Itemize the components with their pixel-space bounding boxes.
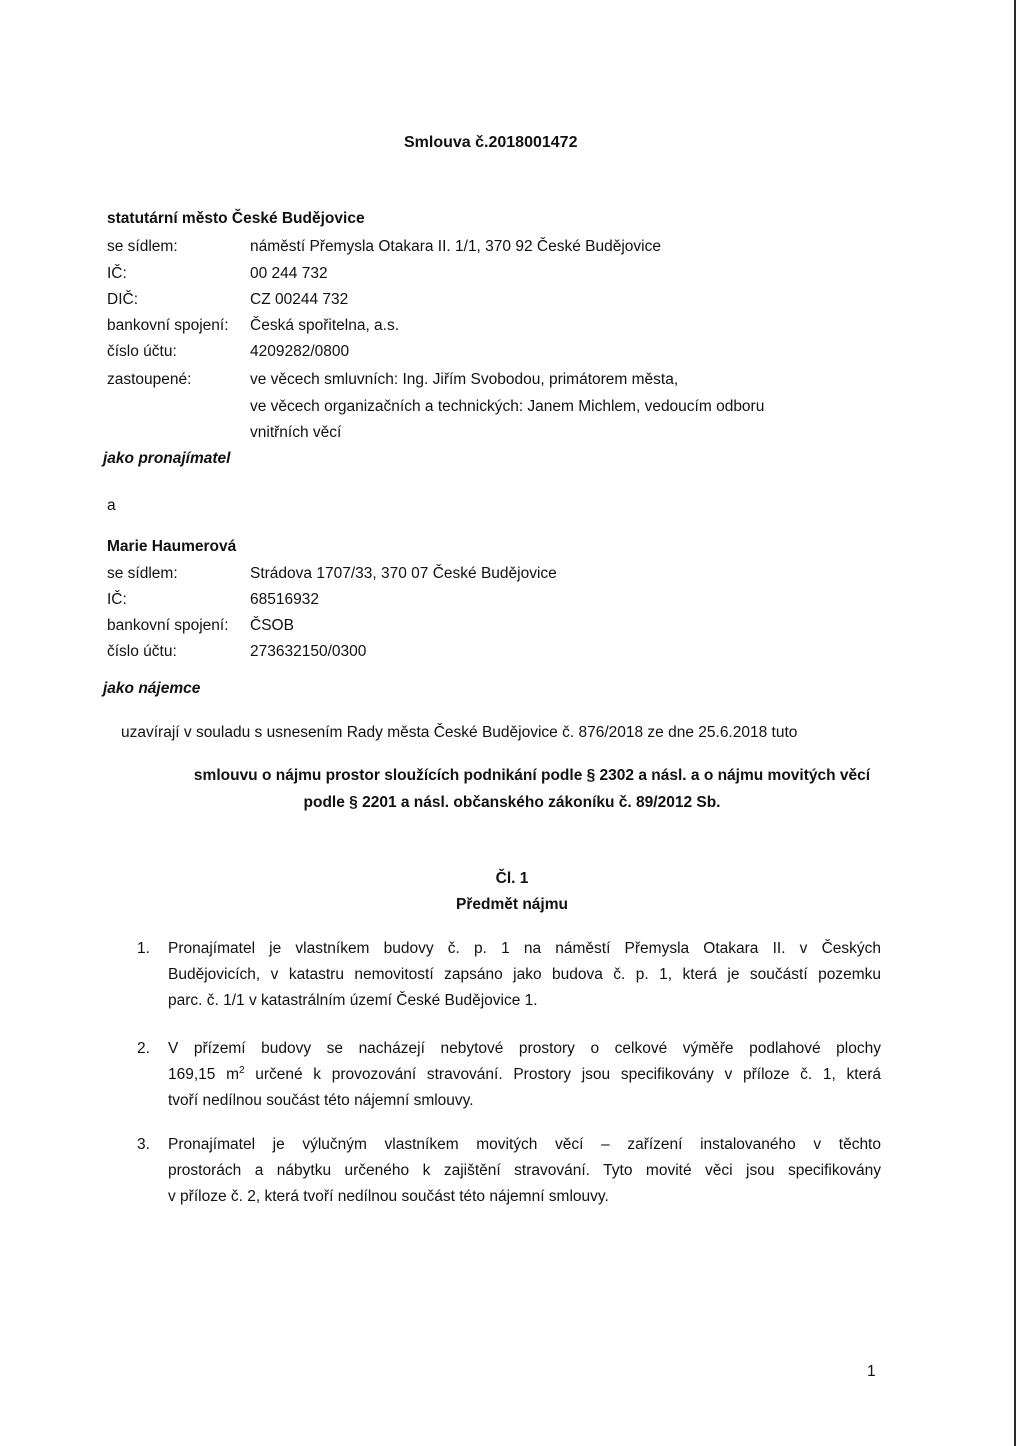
paragraph-line: parc. č. 1/1 v katastrálním území České Budějovice 1.	[168, 992, 538, 1009]
paragraph-number: 3.	[137, 1136, 150, 1153]
paragraph-line: prostorách a nábytku určeného k zajištění stravování. Tyto movité věci jsou specifikovány	[168, 1162, 881, 1179]
landlord-dic-label: DIČ:	[107, 291, 138, 308]
landlord-dic-value: CZ 00244 732	[250, 291, 349, 308]
tenant-bank-value: ČSOB	[250, 617, 294, 634]
tenant-role: jako nájemce	[103, 680, 201, 697]
area-unit-superscript: 2	[239, 1064, 245, 1076]
paragraph-3	[137, 1132, 881, 1212]
landlord-represented-label: zastoupené:	[107, 371, 192, 388]
landlord-ic-value: 00 244 732	[250, 265, 328, 282]
scan-edge-line	[1014, 0, 1016, 1446]
contract-title: Smlouva č.2018001472	[404, 134, 578, 151]
paragraph-line-rest: určené k provozování stravování. Prostory jsou specifikovány v příloze č. 1, která	[244, 1066, 881, 1083]
paragraph-line: v příloze č. 2, která tvoří nedílnou součást této nájemní smlouvy.	[168, 1188, 609, 1205]
tenant-account-label: číslo účtu:	[107, 643, 177, 660]
landlord-bank-value: Česká spořitelna, a.s.	[250, 317, 400, 334]
paragraph-1	[137, 936, 881, 1016]
landlord-represented-value: ve věcech smluvních: Ing. Jiřím Svobodou, primátorem města,	[250, 371, 679, 388]
conjunction-and: a	[107, 497, 116, 514]
paragraph-number: 1.	[137, 940, 150, 957]
landlord-account-value: 4209282/0800	[250, 343, 350, 360]
article-number: Čl. 1	[495, 870, 529, 887]
paragraph-line: Pronajímatel je vlastníkem budovy č. p. 1 na náměstí Přemysla Otakara II. v Českých	[168, 940, 881, 957]
paragraph-2	[137, 1036, 881, 1116]
tenant-ic-value: 68516932	[250, 591, 319, 608]
landlord-represented-extra-1: ve věcech organizačních a technických: Janem Michlem, vedoucím odboru	[250, 398, 765, 415]
tenant-bank-label: bankovní spojení:	[107, 617, 229, 634]
landlord-name: statutární město České Budějovice	[107, 210, 365, 227]
landlord-represented-extra-2: vnitřních věcí	[250, 424, 342, 441]
landlord-ic-label: IČ:	[107, 265, 127, 282]
paragraph-line: V přízemí budovy se nacházejí nebytové prostory o celkové výměře podlahové plochy	[168, 1040, 881, 1057]
landlord-seat-label: se sídlem:	[107, 238, 178, 255]
tenant-seat-value: Strádova 1707/33, 370 07 České Budějovice	[250, 565, 557, 582]
paragraph-body	[168, 936, 881, 1014]
tenant-account-value: 273632150/0300	[250, 643, 367, 660]
landlord-account-label: číslo účtu:	[107, 343, 177, 360]
page-number: 1	[867, 1363, 876, 1380]
paragraph-body	[168, 1132, 881, 1210]
paragraph-line	[168, 1062, 881, 1088]
landlord-role: jako pronajímatel	[103, 450, 231, 467]
article-heading: Předmět nájmu	[456, 896, 568, 913]
paragraph-line: Budějovicích, v katastru nemovitostí zapsáno jako budova č. p. 1, která je součástí pozemku	[168, 966, 881, 983]
landlord-bank-label: bankovní spojení:	[107, 317, 229, 334]
tenant-name: Marie Haumerová	[107, 538, 237, 555]
paragraph-line: tvoří nedílnou součást této nájemní smlouvy.	[168, 1092, 474, 1109]
contract-type-line-2: podle § 2201 a násl. občanského zákoníku č. 89/2012 Sb.	[303, 794, 721, 811]
area-value: 169,15 m	[168, 1066, 239, 1083]
tenant-seat-label: se sídlem:	[107, 565, 178, 582]
tenant-ic-label: IČ:	[107, 591, 127, 608]
contract-type-line-1: smlouvu o nájmu prostor sloužících podnikání podle § 2302 a násl. a o nájmu movitých věcí	[193, 767, 871, 784]
intro-line: uzavírají v souladu s usnesením Rady města České Budějovice č. 876/2018 ze dne 25.6.2018 tuto	[121, 724, 798, 741]
paragraph-line: Pronajímatel je výlučným vlastníkem movitých věcí – zařízení instalovaného v těchto	[168, 1136, 881, 1153]
paragraph-body	[168, 1036, 881, 1114]
landlord-seat-value: náměstí Přemysla Otakara II. 1/1, 370 92 České Budějovice	[250, 238, 661, 255]
paragraph-number: 2.	[137, 1040, 150, 1057]
